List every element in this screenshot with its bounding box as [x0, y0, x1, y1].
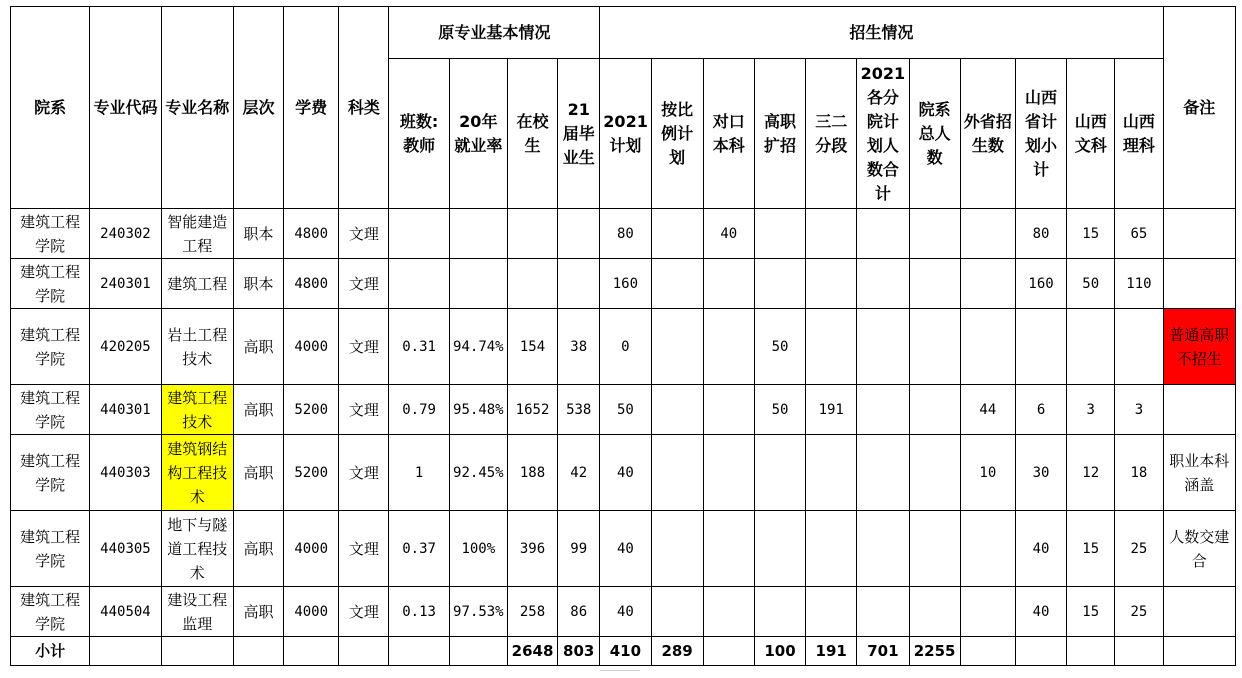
cell-sanerfenduan: [806, 309, 857, 385]
cell-dept-plan-total: [857, 587, 909, 637]
subtotal-dept-plan-total: 701: [857, 637, 909, 666]
table-row: [11, 511, 1236, 587]
cell-ratio-plan: [651, 435, 703, 511]
header-sanerfenduan: 三二分段: [806, 59, 857, 209]
header-grad21: 21届毕业生: [558, 59, 600, 209]
cell-ratio-plan: [651, 511, 703, 587]
cell-plan2021: 40: [600, 587, 651, 637]
cell-in-school: 258: [507, 587, 557, 637]
header-in-school: 在校生: [507, 59, 557, 209]
cell-plan2021: 80: [600, 209, 651, 259]
cell-ratio: [389, 259, 449, 309]
cell-shanxi-arts: 15: [1067, 511, 1115, 587]
cell-gaozhi-expand: 50: [754, 309, 805, 385]
cell-employment: 97.53%: [449, 587, 507, 637]
cell-in-school: 154: [507, 309, 557, 385]
cell-shanxi-subtotal: 80: [1015, 209, 1066, 259]
cell-employment: [449, 209, 507, 259]
cell-remarks: 人数交建合: [1163, 511, 1235, 587]
header-employment: 20年就业率: [449, 59, 507, 209]
cell-shanxi-subtotal: [1015, 309, 1066, 385]
cell-shanxi-science: 18: [1115, 435, 1163, 511]
cell-fee: 5200: [284, 385, 339, 435]
cell-other-province: [960, 309, 1015, 385]
cell-dept-plan-total: [857, 435, 909, 511]
cell-other-province: [960, 259, 1015, 309]
cell-remarks: 普通高职不招生: [1163, 309, 1235, 385]
cell-fee: 4000: [284, 511, 339, 587]
header-remarks: 备注: [1163, 7, 1235, 209]
cell-subject: 文理: [339, 259, 389, 309]
cell-duikou: [703, 309, 754, 385]
subtotal-gaozhi-expand: 100: [754, 637, 805, 666]
header-ratio: 班数:教师: [389, 59, 449, 209]
table-row: [11, 587, 1236, 637]
cell-ratio-plan: [651, 259, 703, 309]
cell-remarks: 职业本科涵盖: [1163, 435, 1235, 511]
cell-shanxi-arts: 3: [1067, 385, 1115, 435]
cell-level: 高职: [233, 587, 283, 637]
cell-dept: 建筑工程学院: [11, 309, 90, 385]
cell-ratio: 0.37: [389, 511, 449, 587]
cell-duikou: 40: [703, 209, 754, 259]
cell-gaozhi-expand: [754, 435, 805, 511]
cell-shanxi-subtotal: 6: [1015, 385, 1066, 435]
subtotal-dept-total: 2255: [909, 637, 960, 666]
header-plan2021: 2021计划: [600, 59, 651, 209]
cell-in-school: [507, 259, 557, 309]
subtotal-plan2021: 410: [600, 637, 651, 666]
cell-dept-total: [909, 209, 960, 259]
cell-level: 职本: [233, 209, 283, 259]
cell-subject: 文理: [339, 309, 389, 385]
subtotal-in-school: 2648: [507, 637, 557, 666]
cell-grad21: [558, 259, 600, 309]
cell-other-province: 10: [960, 435, 1015, 511]
cell-duikou: [703, 587, 754, 637]
cell-shanxi-science: [1115, 309, 1163, 385]
cell-sanerfenduan: [806, 511, 857, 587]
cell-ratio-plan: [651, 209, 703, 259]
cell-in-school: 396: [507, 511, 557, 587]
cell-dept-plan-total: [857, 309, 909, 385]
header-duikou: 对口本科: [703, 59, 754, 209]
cell-fee: 4800: [284, 259, 339, 309]
cell-gaozhi-expand: [754, 511, 805, 587]
subtotal-label: 小计: [11, 637, 90, 666]
cell-name: 地下与隧道工程技术: [161, 511, 233, 587]
cell-employment: 94.74%: [449, 309, 507, 385]
cell-name: 岩土工程技术: [161, 309, 233, 385]
cell-shanxi-science: 25: [1115, 587, 1163, 637]
cell-shanxi-science: 110: [1115, 259, 1163, 309]
cell-dept-total: [909, 259, 960, 309]
header-shanxi-science: 山西理科: [1115, 59, 1163, 209]
cell-grad21: 538: [558, 385, 600, 435]
cell-fee: 4000: [284, 309, 339, 385]
table-row: [11, 259, 1236, 309]
header-shanxi-subtotal: 山西省计划小计: [1015, 59, 1066, 209]
cell-dept: 建筑工程学院: [11, 209, 90, 259]
table-row: [11, 309, 1236, 385]
cell-in-school: [507, 209, 557, 259]
cell-name: 建筑工程: [161, 259, 233, 309]
cell-grad21: 38: [558, 309, 600, 385]
cell-remarks: [1163, 385, 1235, 435]
header-dept-plan-total: 2021各分院计划人数合计: [857, 59, 909, 209]
cell-plan2021: 160: [600, 259, 651, 309]
cell-ratio: 0.31: [389, 309, 449, 385]
cell-other-province: [960, 511, 1015, 587]
cell-shanxi-arts: [1067, 309, 1115, 385]
table-row: [11, 209, 1236, 259]
cell-dept-total: [909, 511, 960, 587]
cell-shanxi-subtotal: 160: [1015, 259, 1066, 309]
header-name: 专业名称: [161, 7, 233, 209]
cell-sanerfenduan: [806, 259, 857, 309]
header-other-province: 外省招生数: [960, 59, 1015, 209]
cell-duikou: [703, 259, 754, 309]
cell-dept: 建筑工程学院: [11, 511, 90, 587]
header-group-enroll: 招生情况: [600, 7, 1163, 59]
cell-name: 建筑工程技术: [161, 385, 233, 435]
cell-ratio: 0.79: [389, 385, 449, 435]
cell-employment: 92.45%: [449, 435, 507, 511]
cell-other-province: [960, 587, 1015, 637]
cell-subject: 文理: [339, 209, 389, 259]
cell-other-province: 44: [960, 385, 1015, 435]
cell-name: 建设工程监理: [161, 587, 233, 637]
cell-duikou: [703, 435, 754, 511]
cell-grad21: 86: [558, 587, 600, 637]
cell-dept: 建筑工程学院: [11, 435, 90, 511]
cell-gaozhi-expand: [754, 209, 805, 259]
cell-remarks: [1163, 209, 1235, 259]
cell-dept-plan-total: [857, 385, 909, 435]
cell-ratio-plan: [651, 587, 703, 637]
cell-subject: 文理: [339, 587, 389, 637]
cell-fee: 4800: [284, 209, 339, 259]
cell-code: 440504: [90, 587, 161, 637]
header-dept-total: 院系总人数: [909, 59, 960, 209]
cell-remarks: [1163, 259, 1235, 309]
cell-fee: 4000: [284, 587, 339, 637]
subtotal-sanerfenduan: 191: [806, 637, 857, 666]
cell-dept-total: [909, 309, 960, 385]
cell-dept-total: [909, 385, 960, 435]
cell-level: 高职: [233, 385, 283, 435]
subtotal-row: [11, 637, 1236, 666]
cell-gaozhi-expand: [754, 259, 805, 309]
header-fee: 学费: [284, 7, 339, 209]
header-code: 专业代码: [90, 7, 161, 209]
cell-code: 240301: [90, 259, 161, 309]
header-level: 层次: [233, 7, 283, 209]
cell-shanxi-subtotal: 30: [1015, 435, 1066, 511]
cell-level: 高职: [233, 511, 283, 587]
cell-subject: 文理: [339, 385, 389, 435]
cell-dept: 建筑工程学院: [11, 259, 90, 309]
cell-code: 420205: [90, 309, 161, 385]
cell-other-province: [960, 209, 1015, 259]
cell-grad21: 42: [558, 435, 600, 511]
table-row: [11, 435, 1236, 511]
cell-dept-total: [909, 587, 960, 637]
header-shanxi-arts: 山西文科: [1067, 59, 1115, 209]
cell-fee: 5200: [284, 435, 339, 511]
cell-code: 440303: [90, 435, 161, 511]
cell-plan2021: 40: [600, 435, 651, 511]
header-subject: 科类: [339, 7, 389, 209]
subtotal-grad21: 803: [558, 637, 600, 666]
cell-level: 高职: [233, 435, 283, 511]
enrollment-table: [10, 6, 1236, 666]
cell-duikou: [703, 385, 754, 435]
cell-dept-plan-total: [857, 511, 909, 587]
cell-duikou: [703, 511, 754, 587]
cell-ratio: 0.13: [389, 587, 449, 637]
cell-sanerfenduan: 191: [806, 385, 857, 435]
header-group-original: 原专业基本情况: [389, 7, 600, 59]
cell-shanxi-arts: 12: [1067, 435, 1115, 511]
cell-remarks: [1163, 587, 1235, 637]
cell-sanerfenduan: [806, 209, 857, 259]
cell-employment: 100%: [449, 511, 507, 587]
cell-plan2021: 50: [600, 385, 651, 435]
cell-plan2021: 0: [600, 309, 651, 385]
cell-dept: 建筑工程学院: [11, 587, 90, 637]
cell-gaozhi-expand: [754, 587, 805, 637]
cell-shanxi-science: 25: [1115, 511, 1163, 587]
cell-shanxi-arts: 15: [1067, 587, 1115, 637]
cell-in-school: 188: [507, 435, 557, 511]
cell-sanerfenduan: [806, 435, 857, 511]
cell-level: 职本: [233, 259, 283, 309]
header-ratio-plan: 按比例计划: [651, 59, 703, 209]
cell-plan2021: 40: [600, 511, 651, 587]
cell-employment: 95.48%: [449, 385, 507, 435]
subtotal-ratio-plan: 289: [651, 637, 703, 666]
cell-grad21: [558, 209, 600, 259]
header-gaozhi-expand: 高职扩招: [754, 59, 805, 209]
cell-name: 智能建造工程: [161, 209, 233, 259]
cell-in-school: 1652: [507, 385, 557, 435]
cell-subject: 文理: [339, 511, 389, 587]
cell-code: 240302: [90, 209, 161, 259]
cell-dept: 建筑工程学院: [11, 385, 90, 435]
cell-name: 建筑钢结构工程技术: [161, 435, 233, 511]
cell-dept-plan-total: [857, 209, 909, 259]
cell-shanxi-subtotal: 40: [1015, 587, 1066, 637]
cell-dept-total: [909, 435, 960, 511]
cell-grad21: 99: [558, 511, 600, 587]
cell-ratio: 1: [389, 435, 449, 511]
cell-shanxi-arts: 50: [1067, 259, 1115, 309]
header-dept: 院系: [11, 7, 90, 209]
cell-subject: 文理: [339, 435, 389, 511]
cell-shanxi-science: 3: [1115, 385, 1163, 435]
cell-ratio: [389, 209, 449, 259]
cell-shanxi-science: 65: [1115, 209, 1163, 259]
cell-sanerfenduan: [806, 587, 857, 637]
cell-shanxi-arts: 15: [1067, 209, 1115, 259]
cell-code: 440305: [90, 511, 161, 587]
cell-shanxi-subtotal: 40: [1015, 511, 1066, 587]
cell-level: 高职: [233, 309, 283, 385]
cell-employment: [449, 259, 507, 309]
cell-ratio-plan: [651, 309, 703, 385]
table-row: [11, 385, 1236, 435]
cell-code: 440301: [90, 385, 161, 435]
cell-gaozhi-expand: 50: [754, 385, 805, 435]
cell-ratio-plan: [651, 385, 703, 435]
cell-dept-plan-total: [857, 259, 909, 309]
